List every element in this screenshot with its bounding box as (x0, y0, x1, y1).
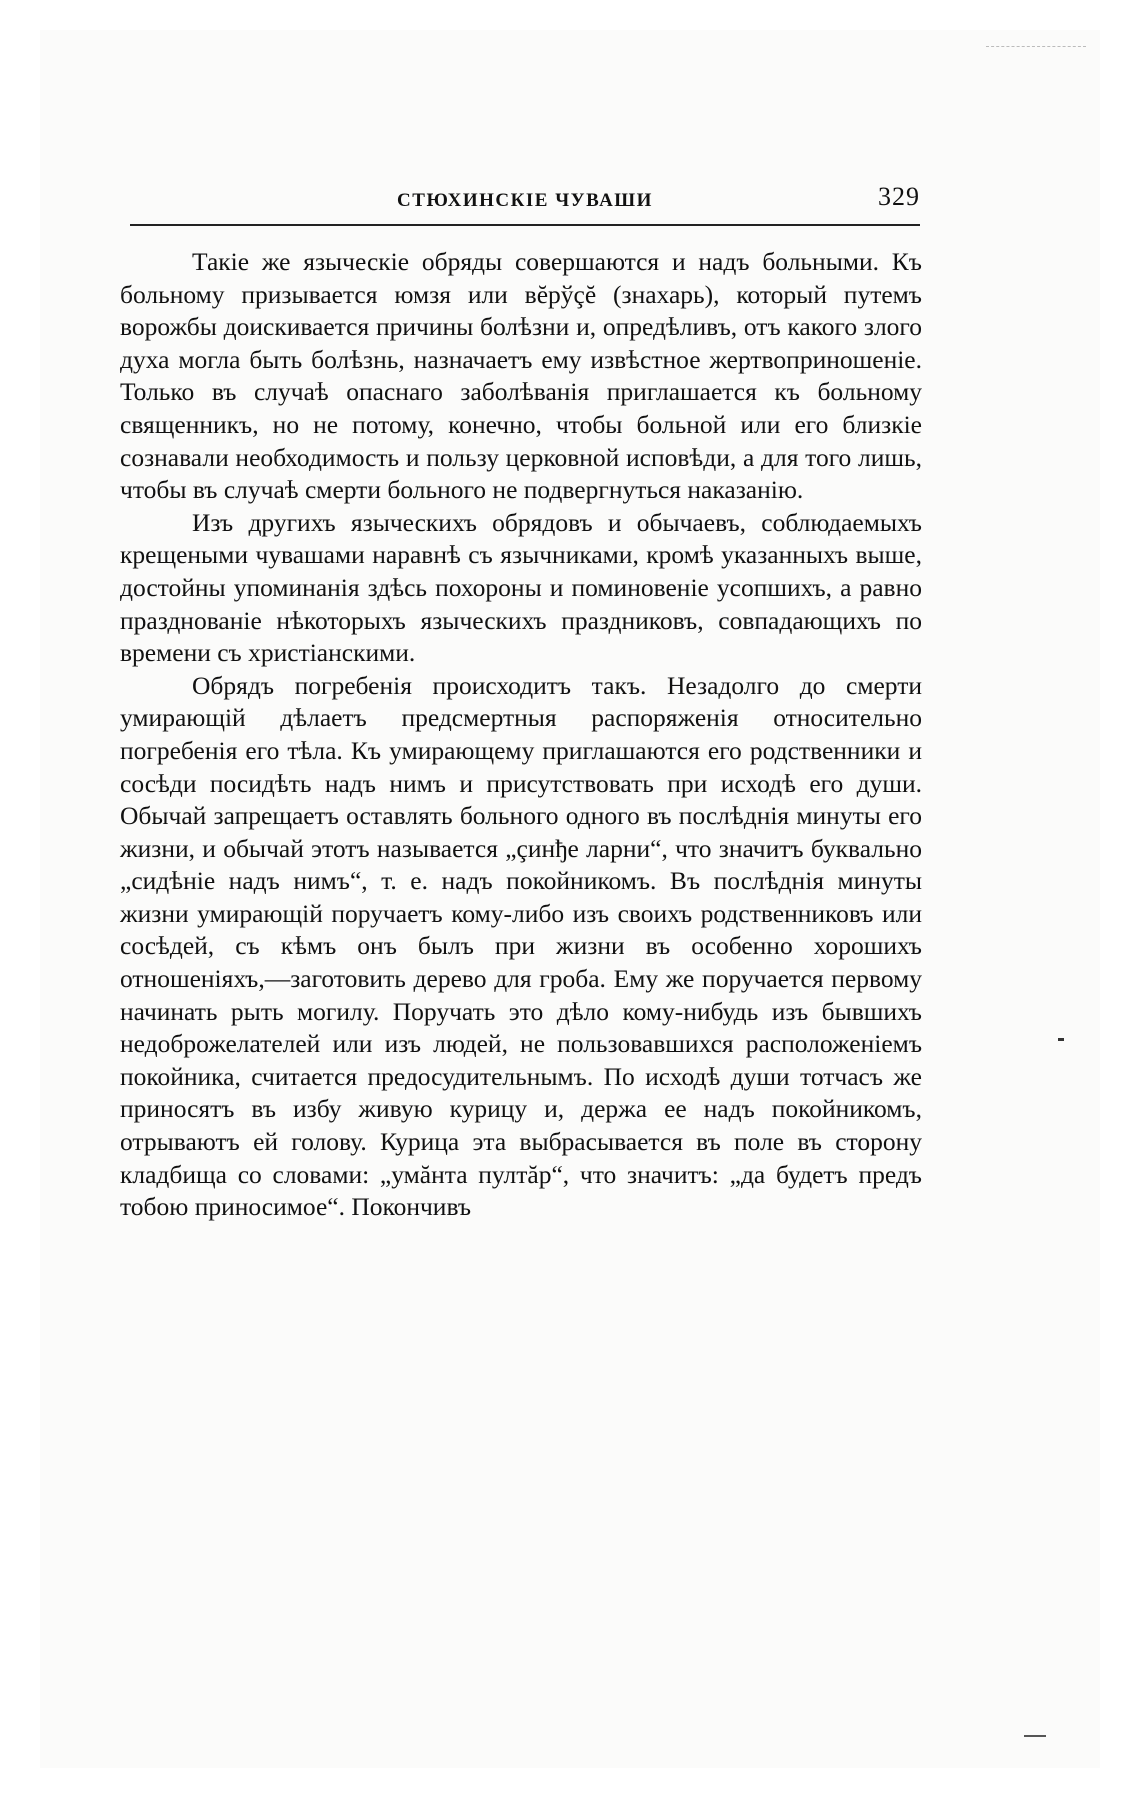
page-header (130, 182, 920, 222)
paragraph-2: Изъ другихъ языческихъ обрядовъ и обычаевъ, соблюдаемыхъ крещеными чувашами наравнѣ съ язычниками, кромѣ указанныхъ выше, достойны упоминанія здѣсь похороны и поминовеніе усопшихъ, а равно празднованіе нѣкоторыхъ языческихъ праздниковъ, совпадающихъ по времени съ христіанскими. (120, 507, 922, 668)
paragraph-1: Такіе же языческіе обряды совершаются и надъ больными. Къ больному призывается юмзя или вĕрўçĕ (знахарь), который путемъ ворожбы доискивается причины болѣзни и, опредѣливъ, отъ какого злого духа могла быть болѣзнь, назначаетъ ему извѣстное жертвоприношеніе. Только въ случаѣ опаснаго заболѣванія приглашается къ больному священникъ, но не потому, конечно, чтобы больной или его близкіе сознавали необходимость и пользу церковной исповѣди, а для того лишь, чтобы въ случаѣ смерти больного не подвергнуться наказанію. (120, 247, 922, 505)
margin-mark (1058, 1038, 1064, 1041)
running-title: СТЮХИНСКІЕ ЧУВАШИ (397, 190, 653, 211)
scan-edge-mark (986, 46, 1086, 47)
page-number: 329 (878, 182, 920, 211)
paragraph-3: Обрядъ погребенія происходитъ такъ. Незадолго до смерти умирающій дѣлаетъ предсмертныя распоряженія относительно погребенія его тѣла. Къ умирающему приглашаются его родственники и сосѣди посидѣть надъ нимъ и присутствовать при исходѣ его души. Обычай запрещаетъ оставлять больного одного въ послѣднія минуты его жизни, и обычай этотъ называется „çинђе ларни“, что значитъ буквально „сидѣніе надъ нимъ“, т. е. надъ покойникомъ. Въ послѣднія минуты жизни умирающій поручаетъ кому-либо изъ своихъ родственниковъ или сосѣдей, съ кѣмъ онъ былъ при жизни въ особенно хорошихъ отношеніяхъ,—заготовить дерево для гроба. Ему же поручается первому начинать рыть могилу. Поручать это дѣло кому-нибудь изъ бывшихъ недоброжелателей или изъ людей, не пользовавшихся расположеніемъ покойника, считается предосудительнымъ. По исходѣ души тотчасъ же приносятъ въ избу живую курицу и, держа ее надъ покойникомъ, отрываютъ ей голову. Курица эта выбрасывается въ поле въ сторону кладбища со словами: „умăнта пултăр“, что значитъ: „да будетъ предъ тобою приносимое“. Покончивъ (120, 670, 922, 1222)
scan-edge-mark-bottom (1024, 1735, 1046, 1737)
header-rule (130, 224, 920, 226)
body-text (120, 246, 922, 1224)
